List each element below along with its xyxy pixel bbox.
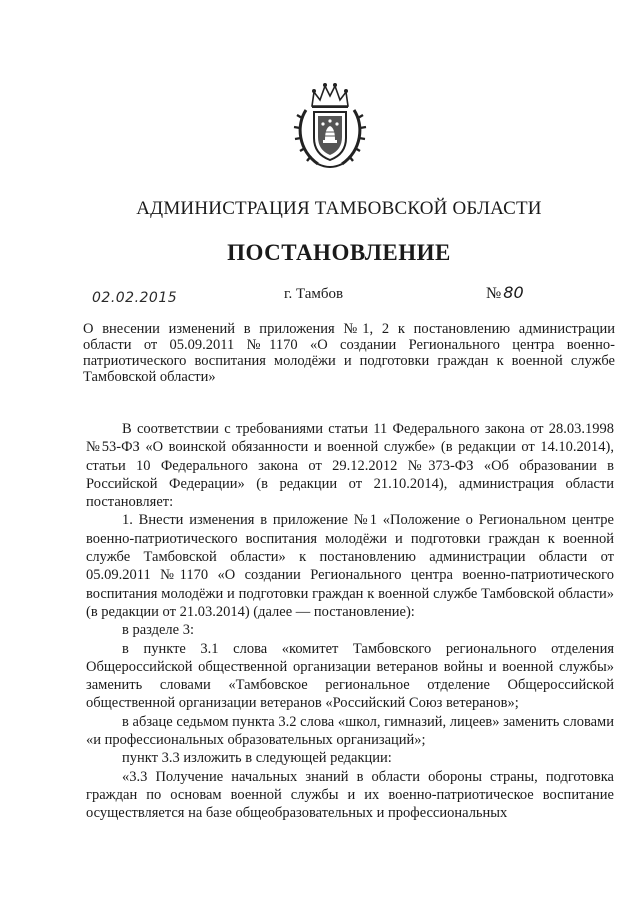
- document-type-title: ПОСТАНОВЛЕНИЕ: [227, 240, 451, 265]
- number-value: 80: [503, 283, 524, 302]
- body-paragraph: «3.3 Получение начальных знаний в области обороны страны, подготовка граждан по основам военной службы и их военно-патриотическое воспитание осуществляется на базе общеобразовательных и профессиональных: [86, 768, 614, 822]
- administration-title: АДМИНИСТРАЦИЯ ТАМБОВСКОЙ ОБЛАСТИ: [136, 198, 542, 219]
- document-number: [486, 283, 524, 303]
- body-paragraph: В соответствии с требованиями статьи 11 Федерального закона от 28.03.1998 №53-ФЗ «О воинской обязанности и военной службе» (в редакции от 14.10.2014), статьи 10 Федерального закона от 29.12.2012 №373-ФЗ «Об образовании в Российской Федерации» (в редакции от 21.10.2014), администрация области постановляет:: [86, 421, 614, 511]
- body-paragraph: в абзаце седьмом пункта 3.2 слова «школ, гимназий, лицеев» заменить словами «и профессиональных образовательных организаций»;: [86, 713, 614, 749]
- tambov-coat-of-arms-icon: [292, 80, 368, 172]
- body-paragraph: в пункте 3.1 слова «комитет Тамбовского регионального отделения Общероссийской общественной организации ветеранов войны и военной службы» заменить словами «Тамбовское региональное отделение Общероссийской общественной организации ветеранов «Российский Союз ветеранов»;: [86, 640, 614, 712]
- body-paragraph-section: в разделе 3:: [122, 622, 195, 639]
- document-city: г. Тамбов: [284, 286, 344, 302]
- body-paragraph: пункт 3.3 изложить в следующей редакции:: [122, 750, 392, 767]
- document-date: 02.02.2015: [92, 290, 178, 306]
- document-body: [86, 420, 614, 823]
- body-paragraph-item-1: 1. Внести изменения в приложение №1 «Положение о Региональном центре военно-патриотического воспитания молодёжи и подготовки граждан к военной службе Тамбовской области» к постановлению администрации области от 05.09.2011 №1170 «О создании Регионального центра военно-патриотического воспитания молодёжи и подготовки граждан к военной службе Тамбовской области» (в редакции от 21.03.2014) (далее — постановление):: [86, 512, 614, 620]
- document-subject: О внесении изменений в приложения №1, 2 к постановлению администрации области от 05.09.2011 №1170 «О создании Регионального центра военно-патриотического воспитания молодёжи и подготовки граждан к военной службе Тамбовской области»: [83, 321, 615, 385]
- number-label: №: [486, 285, 502, 302]
